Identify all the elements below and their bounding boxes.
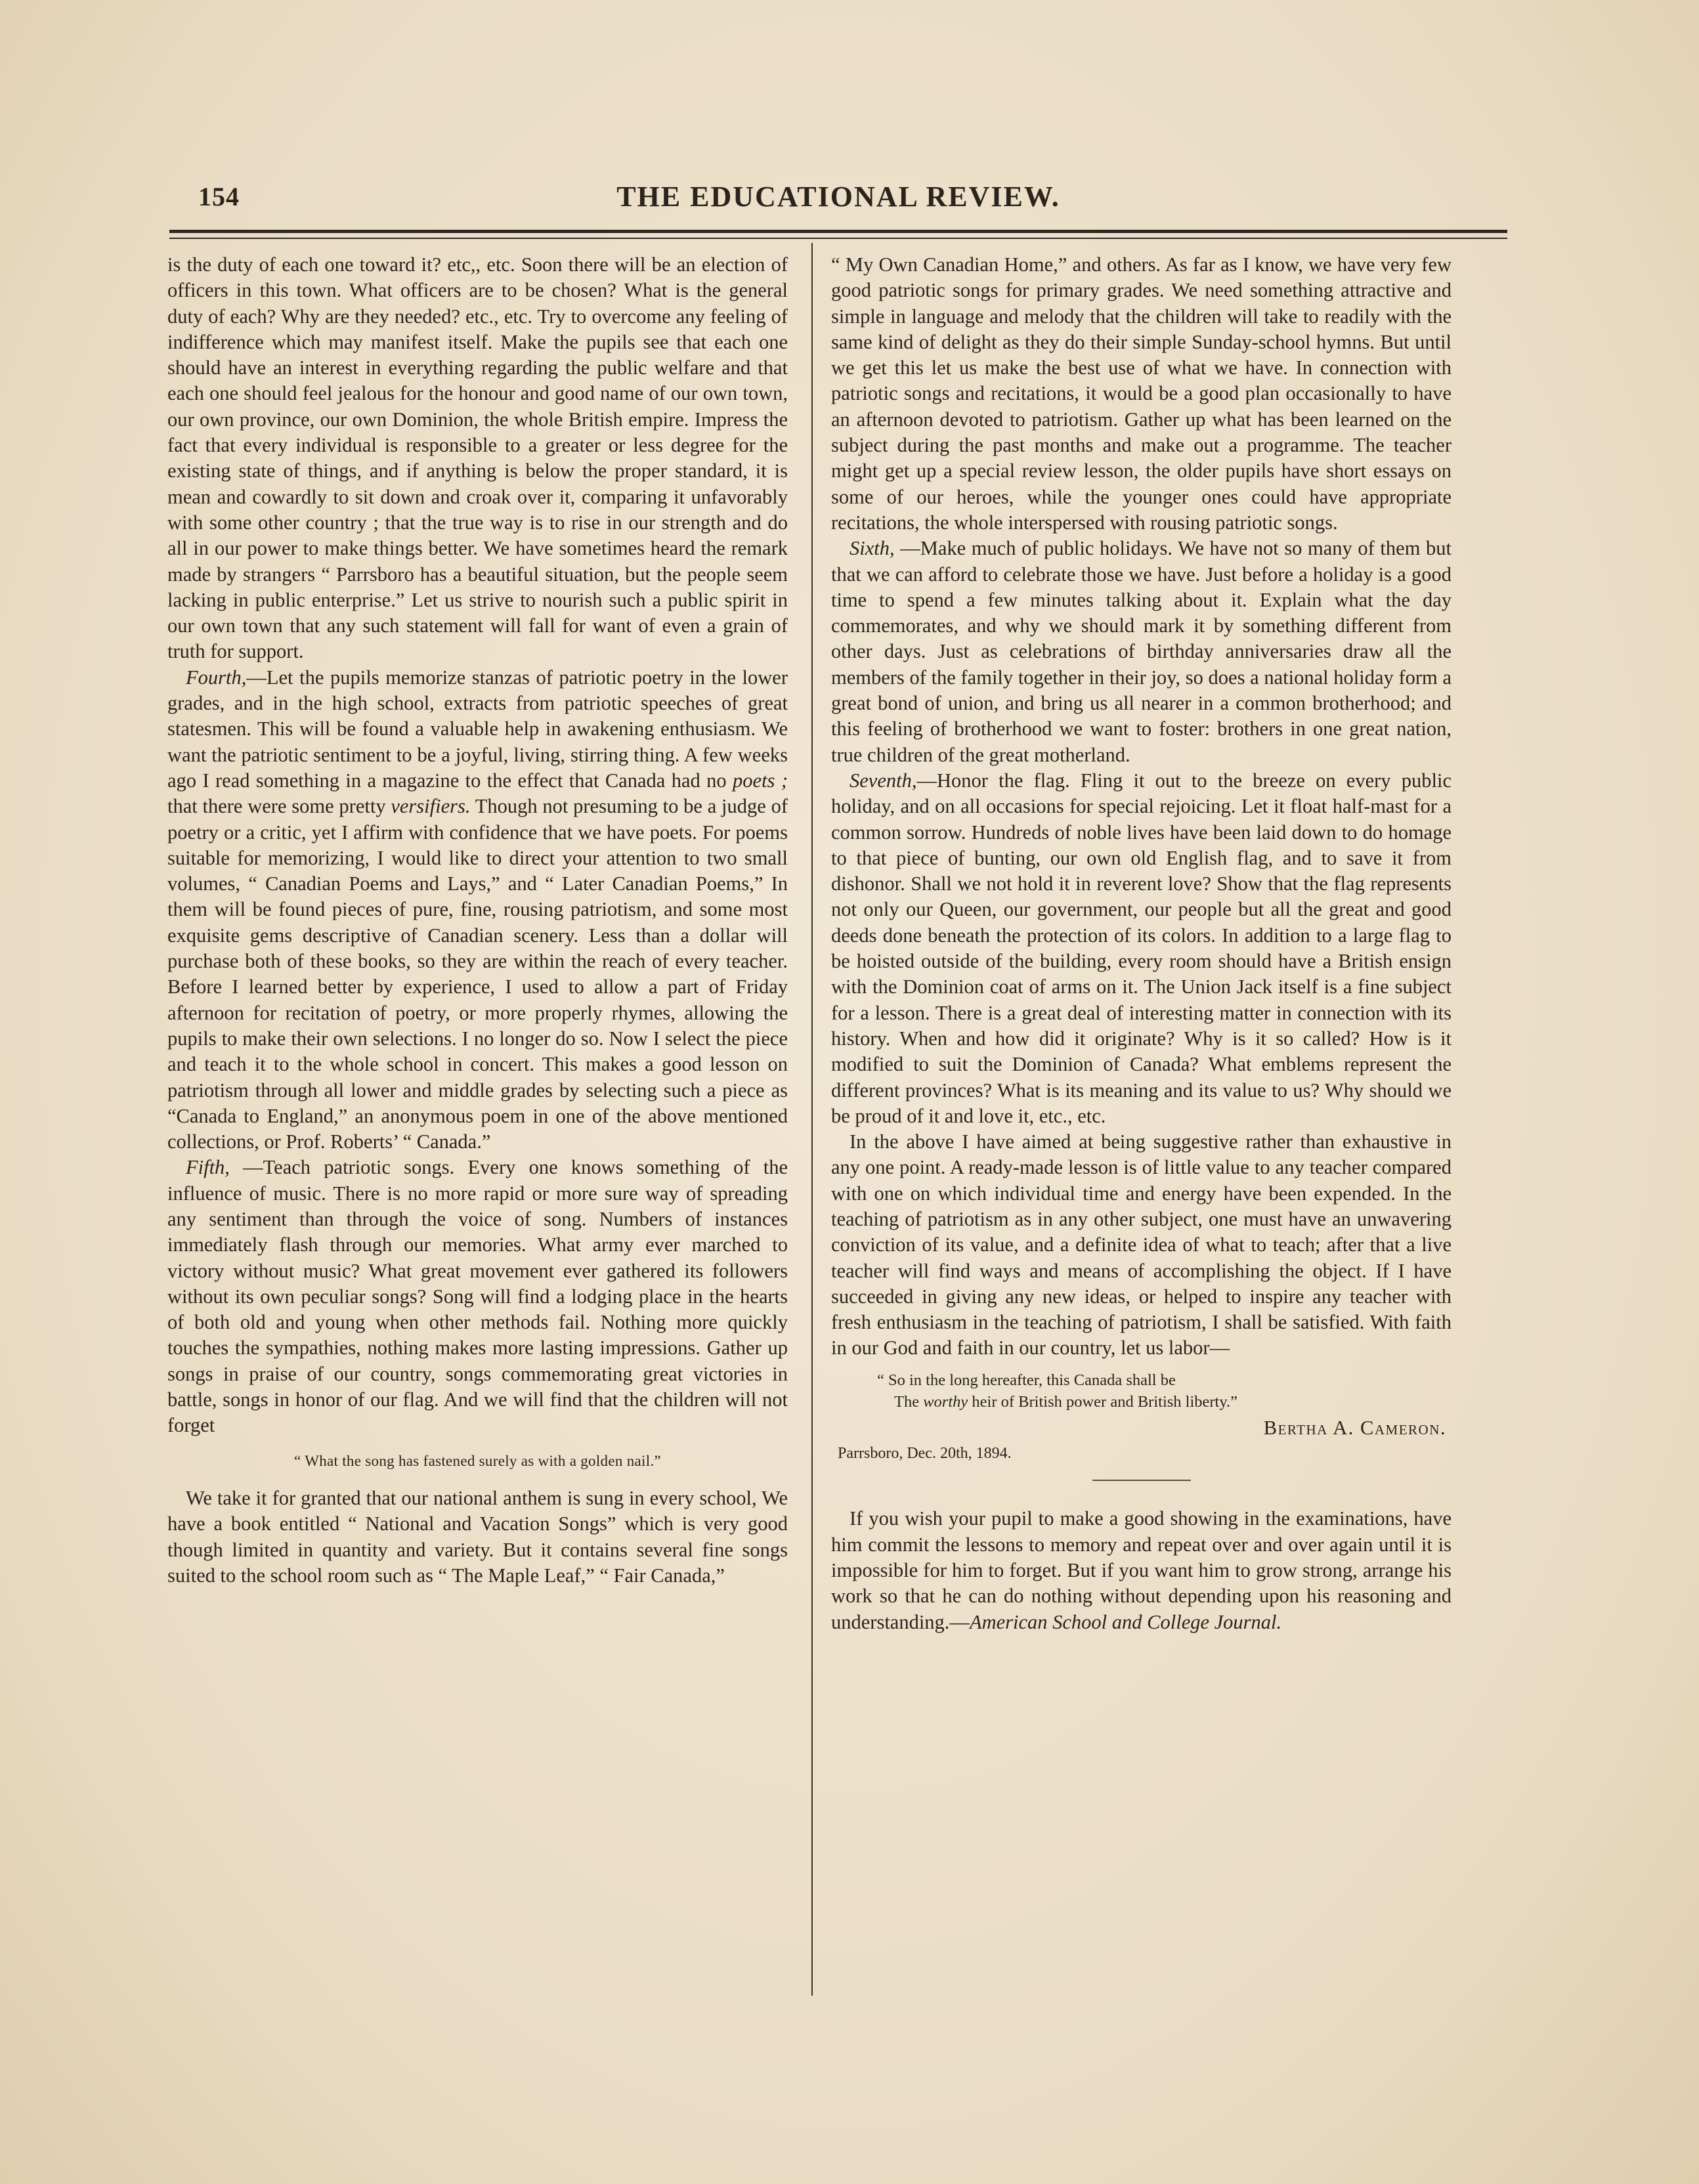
closing-poem [831, 1369, 1452, 1413]
song-quote: “ What the song has fastened surely as with a golden nail.” [294, 1452, 661, 1469]
paragraph: We take it for granted that our national anthem is sung in every school, We have a book entitled “ National and Vacation Songs” which is very good though limited in quantity and variety. But it contains several fine songs suited to the school room such as “ The Maple Leaf,” “ Fair Canada,” [167, 1486, 788, 1587]
author-signature: Bertha A. Cameron. [1263, 1416, 1446, 1439]
column-divider [811, 243, 813, 1996]
paragraph: In the above I have aimed at being suggestive rather than exhaustive in any one point. A ready-made lesson is of little value to any teacher compared with one on which individual time and energy have been expended. In the teaching of patriotism as in any other subject, one must have an unwavering conviction of its value, and a definite idea of what to teach; after that a live teacher will find ways and means of accomplishing the object. If I have succeeded in giving any new ideas, or helped to inspire any teacher with fresh enthusiasm in the teaching of patriotism, I shall be satisfied. With faith in our God and faith in our country, let us labor— [831, 1130, 1452, 1360]
paragraph: is the duty of each one toward it? etc,, etc. Soon there will be an election of officers in this town. What officers are to be chosen? What is the general duty of each? Why are they needed? etc., etc. Try to overcome any feeling of indifference which may manifest itself. Make the pupils see that each one should have an interest in everything regarding the public welfare and that each one should feel jealous for the honour and good name of our own town, our own province, our own Dominion, the whole British empire. Impress the fact that every individual is responsible to a greater or less degree for the existing state of things, and if anything is below the proper standard, it is mean and cowardly to sit down and croak over it, comparing it unfavorably with some other country ; that the true way is to rise in our strength and do all in our power to make things better. We have sometimes heard the remark made by strangers “ Parrsboro has a beautiful situation, but the people seem lacking in public enterprise.” Let us strive to nourish such a public spirit in our own town that any such statement will fall for want of even a grain of truth for support. [167, 253, 788, 663]
header-rule-thick [169, 230, 1507, 233]
paragraph: “ My Own Canadian Home,” and others. As far as I know, we have very few good patriotic songs for primary grades. We need something attractive and simple in language and melody that the children will take to readily with the same kind of delight as they do their simple Sunday-school hymns. But until we get this let us make the best use of what we have. In connection with patriotic songs and recitations, it would be a good plan occasionally to have an afternoon devoted to patriotism. Gather up what has been learned on the subject during the past months and make out a programme. The teacher might get up a special review lesson, the older pupils have short essays on some of our heroes, while the younger ones could have appropriate recitations, the whole interspersed with rousing patriotic songs. [831, 253, 1452, 534]
paragraph-seventh: Seventh,—Honor the flag. Fling it out to the breeze on every public holiday, and on all occasions for special rejoicing. Let it float half-mast for a common sorrow. Hundreds of noble lives have been laid down to do homage to that piece of bunting, our own old English flag, and to save it from dishonor. Shall we not hold it in reverent love? Show that the flag represents not only our Queen, our government, our people but all the great and good deeds done beneath the protection of its colors. In addition to a large flag to be hoisted outside of the building, every room should have a British ensign with the Dominion coat of arms on it. The Union Jack itself is a fine subject for a lesson. There is a great deal of interesting matter in connection with its history. When and how did it originate? Why is it so called? How is it modified to suit the Dominion of Canada? What emblems represent the different provinces? What is its meaning and its value to us? Why should we be proud of it and love it, etc., etc. [831, 769, 1452, 1127]
page-number: 154 [198, 182, 240, 211]
section-lead: Fifth, [186, 1156, 230, 1179]
section-lead: Fourth, [186, 666, 247, 689]
left-column [167, 252, 788, 1589]
dateline: Parrsboro, Dec. 20th, 1894. [838, 1445, 1012, 1463]
poem-line: The worthy heir of British power and British liberty.” [894, 1392, 1238, 1411]
paragraph-quote-note: If you wish your pupil to make a good showing in the examinations, have him commit the lessons to memory and repeat over and over again until it is impossible for him to forget. But if you want him to grow strong, arrange his work so that he can do nothing without depending upon his reasoning and understanding.—American School and College Journal. [831, 1507, 1452, 1633]
source-citation: American School and College Journal. [969, 1610, 1282, 1633]
right-column [831, 252, 1452, 1635]
section-lead: Seventh, [850, 769, 917, 792]
paragraph-fourth: Fourth,—Let the pupils memorize stanzas of patriotic poetry in the lower grades, and in the high school, extracts from patriotic speeches of great statesmen. This will be found a valuable help in awakening enthusiasm. We want the patriotic sentiment to be a joyful, living, stirring thing. A few weeks ago I read something in a magazine to the effect that Canada had no poets ; that there were some pretty versifiers. Though not presuming to be a judge of poetry or a critic, yet I affirm with confidence that we have poets. For poems suitable for memorizing, I would like to direct your attention to two small volumes, “ Canadian Poems and Lays,” and “ Later Canadian Poems,” In them will be found pieces of pure, fine, rousing patriotism, and some most exquisite gems descriptive of Canadian scenery. Less than a dollar will purchase both of these books, so they are within the reach of every teacher. Before I learned better by experience, I used to allow a part of Friday afternoon for recitation of poetry, or more properly rhymes, allowing the pupils to make their own selections. I no longer do so. Now I select the piece and teach it to the whole school in concert. This makes a good lesson on patriotism through all lower and middle grades by selecting such a piece as “Canada to England,” an anonymous poem in one of the above mentioned collections, or Prof. Roberts’ “ Canada.” [167, 666, 788, 1153]
header-rule-thin [169, 238, 1507, 239]
paragraph-fifth: Fifth, —Teach patriotic songs. Every one knows something of the influence of music. There is no more rapid or more sure way of spreading any sentiment than through the voice of song. Numbers of instances immediately flash through our memories. What army ever marched to victory without music? What great movement ever gathered its followers without its own peculiar songs? Song will find a lodging place in the hearts of both old and young when other methods fail. Nothing more quickly touches the sympathies, nothing makes more lasting impressions. Gather up songs in praise of our country, songs commemorating great victories in battle, songs in honor of our flag. And we will find that the children will not forget [167, 1156, 788, 1437]
section-separator [1092, 1480, 1191, 1481]
paragraph-sixth: Sixth, —Make much of public holidays. We have not so many of them but that we can afford to celebrate those we have. Just before a holiday is a good time to spend a few minutes talking about it. Explain what the day commemorates, and why we should mark it by something different from other days. Just as celebrations of birthday anniversaries draw all the members of the family together in their joy, so does a national holiday form a great bond of union, and bring us all nearer in a common brotherhood; and this feeling of brotherhood we want to foster: brothers in one great nation, true children of the great motherland. [831, 537, 1452, 766]
section-lead: Sixth, [850, 537, 895, 560]
journal-title: THE EDUCATIONAL REVIEW. [616, 181, 1060, 213]
poem-line: “ So in the long hereafter, this Canada shall be [877, 1371, 1176, 1389]
page-header [169, 179, 1507, 225]
